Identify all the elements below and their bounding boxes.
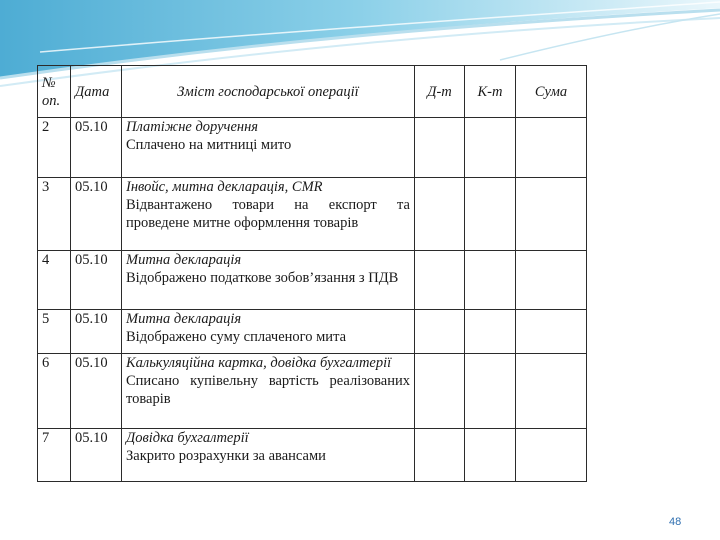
row-sum	[516, 251, 587, 310]
row-credit	[465, 118, 516, 178]
row-number: 5	[38, 310, 71, 354]
row-sum	[516, 178, 587, 251]
row-sum	[516, 429, 587, 482]
row-document: Довідка бухгалтерії	[126, 430, 249, 446]
operations-table	[37, 65, 587, 482]
row-document: Митна декларація	[126, 311, 242, 327]
row-sum	[516, 310, 587, 354]
row-content	[122, 251, 415, 310]
row-sum	[516, 118, 587, 178]
row-debit	[415, 310, 465, 354]
header-debit: Д-т	[415, 66, 465, 118]
table-row	[38, 251, 587, 310]
row-content	[122, 178, 415, 251]
table-row	[38, 118, 587, 178]
row-description: Відвантажено товари на експорт та проведене митне оформлення товарів	[126, 197, 410, 231]
row-date: 05.10	[71, 429, 122, 482]
row-document: Платіжне доручення	[126, 119, 259, 135]
row-credit	[465, 251, 516, 310]
table-row	[38, 429, 587, 482]
header-content: Зміст господарської операції	[122, 66, 415, 118]
table-row	[38, 354, 587, 429]
row-content	[122, 310, 415, 354]
row-document: Калькуляційна картка, довідка бухгалтерії	[126, 355, 392, 371]
row-credit	[465, 354, 516, 429]
row-date: 05.10	[71, 310, 122, 354]
table-row	[38, 310, 587, 354]
row-number: 6	[38, 354, 71, 429]
row-number: 2	[38, 118, 71, 178]
row-description: Відображено податкове зобов’язання з ПДВ	[126, 270, 399, 286]
row-credit	[465, 429, 516, 482]
row-number: 3	[38, 178, 71, 251]
row-date: 05.10	[71, 118, 122, 178]
row-content	[122, 429, 415, 482]
table-row	[38, 178, 587, 251]
row-sum	[516, 354, 587, 429]
header-credit: К-т	[465, 66, 516, 118]
row-description: Відображено суму сплаченого мита	[126, 329, 347, 345]
row-document: Інвойс, митна декларація, CMR	[126, 179, 323, 195]
row-date: 05.10	[71, 251, 122, 310]
header-number: № оп.	[38, 66, 71, 118]
header-date: Дата	[71, 66, 122, 118]
row-document: Митна декларація	[126, 252, 242, 268]
row-description: Закрито розрахунки за авансами	[126, 448, 326, 464]
row-content	[122, 354, 415, 429]
table-header-row	[38, 66, 587, 118]
row-description: Списано купівельну вартість реалізованих товарів	[126, 373, 410, 407]
row-description: Сплачено на митниці мито	[126, 137, 292, 153]
page-number: 48	[669, 516, 682, 528]
row-date: 05.10	[71, 178, 122, 251]
row-credit	[465, 310, 516, 354]
row-debit	[415, 251, 465, 310]
row-number: 4	[38, 251, 71, 310]
row-number: 7	[38, 429, 71, 482]
row-debit	[415, 429, 465, 482]
row-debit	[415, 178, 465, 251]
row-content	[122, 118, 415, 178]
row-debit	[415, 118, 465, 178]
row-credit	[465, 178, 516, 251]
row-debit	[415, 354, 465, 429]
header-sum: Сума	[516, 66, 587, 118]
row-date: 05.10	[71, 354, 122, 429]
